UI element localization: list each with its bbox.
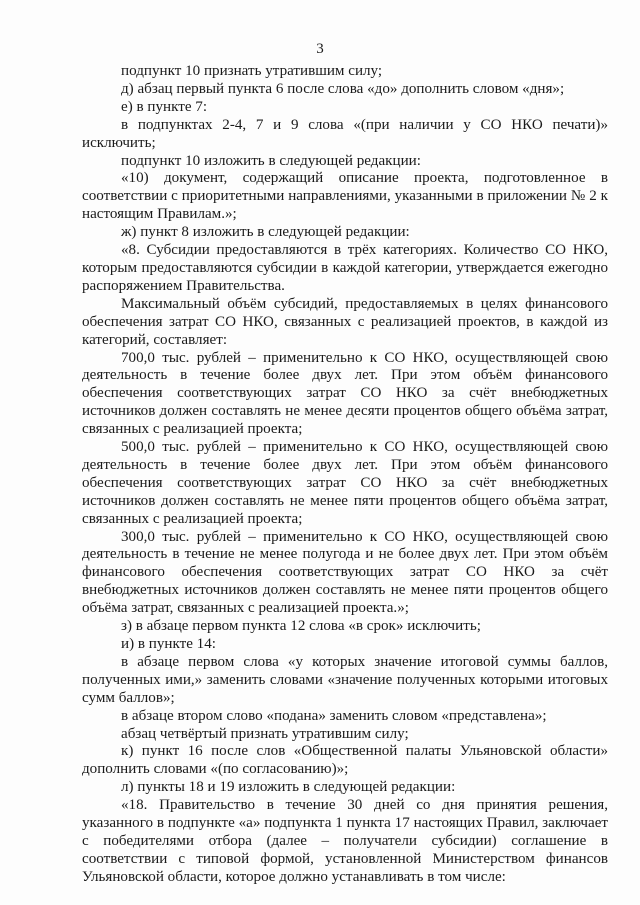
document-body [82,63,608,887]
paragraph: в подпунктах 2-4, 7 и 9 слова «(при наличии у СО НКО печати)» исключить; [82,116,608,151]
paragraph: к) пункт 16 после слов «Общественной палаты Ульяновской области» дополнить словами «(по согласованию)»; [82,743,608,778]
paragraph: и) в пункте 14: [121,636,216,652]
paragraph: 700,0 тыс. рублей – применительно к СО НКО, осуществляющей свою деятельность в течение более двух лет. При этом объём финансового обеспечения соответствующих затрат СО НКО за счёт внебюджетных источников должен составлять не менее десяти процентов общего объёма затрат, связанных с реализацией проекта; [82,349,608,438]
paragraph: «8. Субсидии предоставляются в трёх категориях. Количество СО НКО, которым предоставляются субсидии в каждой категории, утверждается ежегодно распоряжением Правительства. [82,242,608,294]
paragraph: «18. Правительство в течение 30 дней со дня принятия решения, указанного в подпункте «а» подпункта 1 пункта 17 настоящих Правил, заключает с победителями отбора (далее – получатели субсидии) соглашение в соответствии с типовой формой, установленной Министерством финансов Ульяновской области, которое должно устанавливать в том числе: [82,797,608,885]
paragraph: е) в пункте 7: [121,98,208,115]
paragraph: «10) документ, содержащий описание проекта, подготовленное в соответствии с приоритетными направлениями, указанными в приложении № 2 к настоящим Правилам.»; [82,170,608,223]
paragraph: подпункт 10 признать утратившим силу; [121,63,383,79]
paragraph: Максимальный объём субсидий, предоставляемых в целях финансового обеспечения затрат СО НКО, связанных с реализацией проектов, в каждой из категорий, составляет: [82,295,608,348]
paragraph: з) в абзаце первом пункта 12 слова «в срок» исключить; [121,618,481,635]
paragraph: абзац четвёртый признать утратившим силу; [121,725,409,742]
paragraph: в абзаце первом слова «у которых значение итоговой суммы баллов, полученных ими,» заменить словами «значение полученных которыми итоговых сумм баллов»; [82,653,608,706]
paragraph: 300,0 тыс. рублей – применительно к СО НКО, осуществляющей свою деятельность в течение не менее полугода и не более двух лет. При этом объём финансового обеспечения соответствующих затрат СО НКО за счёт внебюджетных источников должен составлять не менее пяти процентов общего объёма затрат, связанных с реализацией проекта.»; [82,528,608,617]
paragraph: л) пункты 18 и 19 изложить в следующей редакции: [121,779,456,796]
paragraph: 500,0 тыс. рублей – применительно к СО НКО, осуществляющей свою деятельность в течение более двух лет. При этом объём финансового обеспечения соответствующих затрат СО НКО за счёт внебюджетных источников должен составлять не менее пяти процентов общего объёма затрат, связанных с реализацией проекта; [82,439,608,527]
paragraph: д) абзац первый пункта 6 после слова «до» дополнить словом «дня»; [121,80,565,97]
paragraph: подпункт 10 изложить в следующей редакции: [121,152,421,169]
page-number: 3 [316,41,324,57]
paragraph: ж) пункт 8 изложить в следующей редакции: [121,224,410,241]
paragraph: в абзаце втором слово «подана» заменить словом «представлена»; [121,707,547,724]
